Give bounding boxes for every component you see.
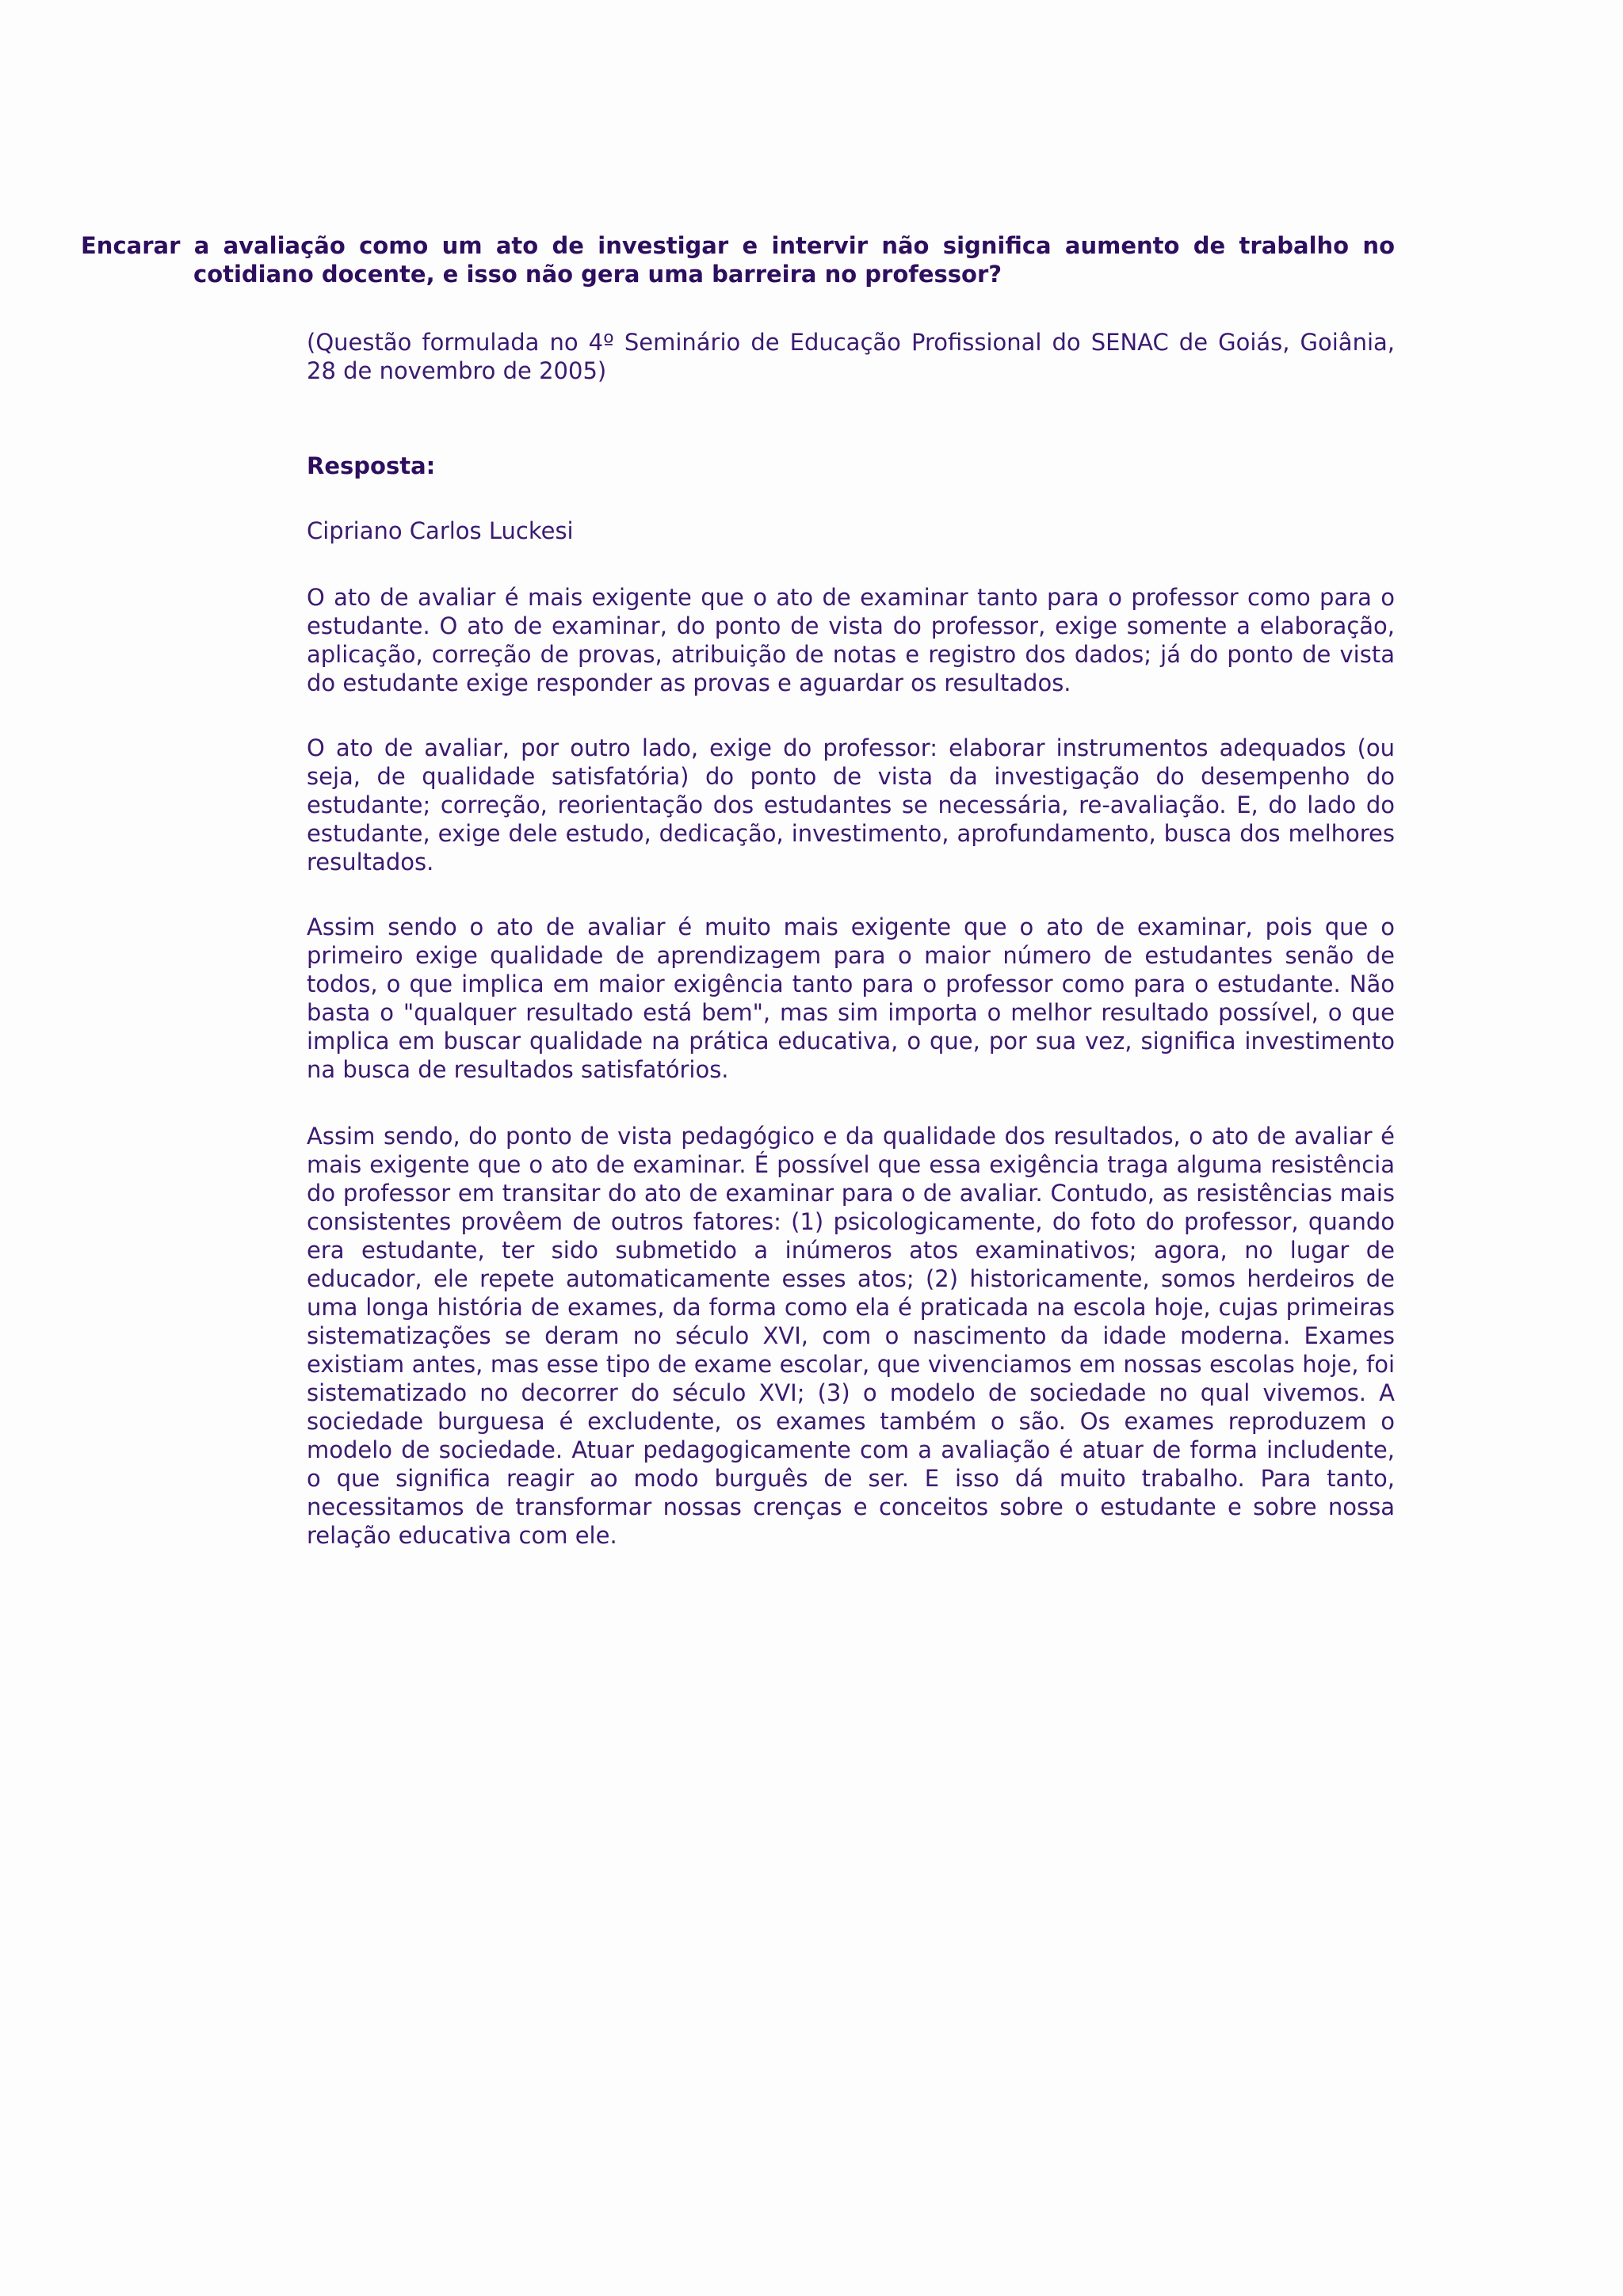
paragraph: O ato de avaliar, por outro lado, exige do professor: elaborar instrumentos adequados (ou seja, de qualidade satisfatória) do ponto de vista da investigação do desempenho do estudante; correção, reorientação dos estudantes se necessária, re-avaliação. E, do lado do estudante, exige dele estudo, dedicação, investimento, aprofundamento, busca dos melhores resultados. bbox=[307, 734, 1395, 875]
author-name: Cipriano Carlos Luckesi bbox=[307, 517, 574, 544]
paragraph: Assim sendo o ato de avaliar é muito mais exigente que o ato de examinar, pois que o primeiro exige qualidade de aprendizagem para o maior número de estudantes senão de todos, o que implica em maior exigência tanto para o professor como para o estudante. Não basta o "qualquer resultado está bem", mas sim importa o melhor resultado possível, o que implica em buscar qualidade na prática educativa, o que, por sua vez, significa investimento na busca de resultados satisfatórios. bbox=[307, 913, 1395, 1083]
question-line-2: cotidiano docente, e isso não gera uma barreira no professor? bbox=[193, 261, 1002, 288]
answer-label: Resposta: bbox=[307, 452, 436, 479]
paragraph: O ato de avaliar é mais exigente que o ato de examinar tanto para o professor como para o estudante. O ato de examinar, do ponto de vista do professor, exige somente a elaboração, aplicação, correção de provas, atribuição de notas e registro dos dados; já do ponto de vista do estudante exige responder as provas e aguardar os resultados. bbox=[307, 584, 1395, 696]
question-heading bbox=[81, 231, 1395, 288]
paragraph: Assim sendo, do ponto de vista pedagógico e da qualidade dos resultados, o ato de avaliar é mais exigente que o ato de examinar. É possível que essa exigência traga alguma resistência do professor em transitar do ato de examinar para o de avaliar. Contudo, as resistências mais consistentes provêem de outros fatores: (1) psicologicamente, do foto do professor, quando era estudante, ter sido submetido a inúmeros atos examinativos; agora, no lugar de educador, ele repete automaticamente esses atos; (2) historicamente, somos herdeiros de uma longa história de exames, da forma como ela é praticada na escola hoje, cujas primeiras sistematizações se deram no século XVI, com o nascimento da idade moderna. Exames existiam antes, mas esse tipo de exame escolar, que vivenciamos em nossas escolas hoje, foi sistematizado no decorrer do século XVI; (3) o modelo de sociedade no qual vivemos. A sociedade burguesa é excludente, os exames também o são. Os exames reproduzem o modelo de sociedade. Atuar pedagogicamente com a avaliação é atuar de forma includente, o que significa reagir ao modo burguês de ser. E isso dá muito trabalho. Para tanto, necessitamos de transformar nossas crenças e conceitos sobre o estudante e sobre nossa relação educativa com ele. bbox=[307, 1123, 1395, 1549]
source-note: (Questão formulada no 4º Seminário de Educação Profissional do SENAC de Goiás, Goiânia, 28 de novembro de 2005) bbox=[307, 329, 1395, 384]
question-line-1: Encarar a avaliação como um ato de investigar e intervir não significa aumento de trabalho no bbox=[81, 232, 1395, 259]
